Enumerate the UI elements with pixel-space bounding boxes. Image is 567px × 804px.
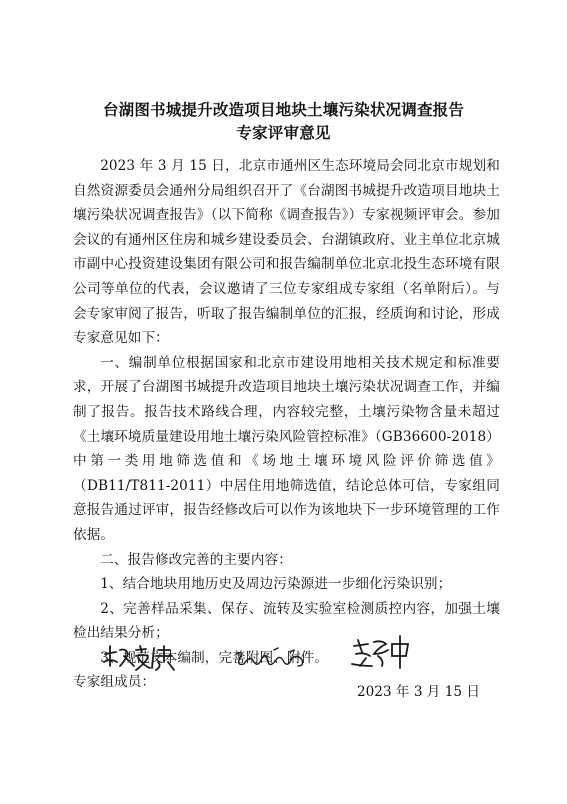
signature-1 [100,640,180,674]
document-subtitle: 专家评审意见 [236,124,331,142]
members-label: 专家组成员： [73,674,156,691]
signature-3 [348,632,418,672]
intro-paragraph: 2023 年 3 月 15 日，北京市通州区生态环境局会同北京市规划和自然资源委员会通州分局组织召开了《台湖图书城提升改造项目地块土壤污染状况调查报告》（以下简称《调查报告》）专家视频评审会。参加会议的有通州区住房和城乡建设委员会、台湖镇政府、业主单位北京城市副中心投资建设集团有限公司和报告编制单位北京北投生态环境有限公司等单位的代表，会议邀请了三位专家组成专家组（名单附后）。与会专家审阅了报告，听取了报告编制单位的汇报，经质询和讨论，形成专家意见如下： [73,158,500,347]
document-title: 台湖图书城提升改造项目地块土壤污染状况调查报告 [102,101,465,119]
document-date: 2023 年 3 月 15 日 [357,684,480,700]
opinion-paragraph-1: 一、编制单位根据国家和北京市建设用地相关技术规定和标准要求，开展了台湖图书城提升改造项目地块土壤污染状况调查工作，并编制了报告。报告技术路线合理，内容较完整，土壤污染物含量未超过《土壤环境质量建设用地土壤污染风险管控标准》（GB36600-2018）中第一类用地筛选值和《场地土壤环境风险评价筛选值》（DB11/T811-2011）中居住用地筛选值，结论总体可信，专家组同意报告通过评审，报告经修改后可以作为该地块下一步环境管理的工作依据。 [73,354,500,543]
revision-item-3: 3、规范文本编制，完善附图、附件。 [100,649,329,666]
opinion-paragraph-2: 二、报告修改完善的主要内容： [100,551,292,568]
revision-item-2: 2、完善样品采集、保存、流转及实验室检测质控内容，加强土壤检出结果分析； [73,600,500,642]
revision-item-1: 1、结合地块用地历史及周边污染源进一步细化污染识别； [100,576,452,593]
document-body [73,154,500,695]
signature-2 [232,644,310,674]
signature-row [100,640,420,680]
